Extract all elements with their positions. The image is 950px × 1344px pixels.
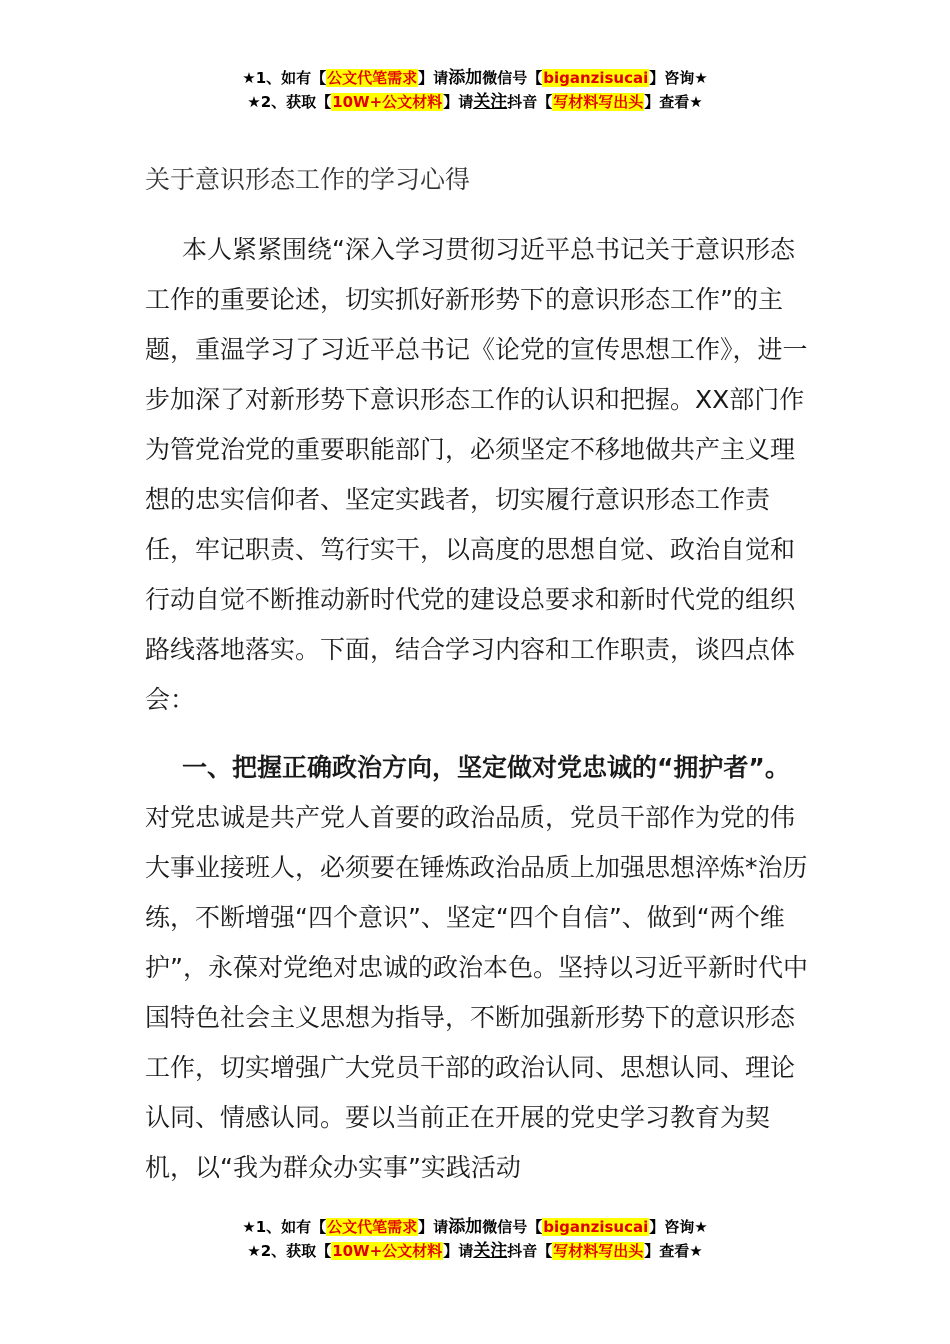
banner-line-1 [0,1215,950,1239]
banner-text: 微信号【 [482,69,543,87]
banner-highlight: 10W+公文材料 [332,1242,443,1260]
page-title: 关于意识形态工作的学习心得 [145,165,471,194]
banner-text: 】咨询★ [649,1218,708,1236]
banner-line-2 [0,90,950,114]
banner-text: ★1、如有【 [242,1218,327,1236]
banner-text: 微信号【 [482,1218,543,1236]
banner-text: 】请 [418,69,449,87]
banner-text: 】咨询★ [649,69,708,87]
banner-text: 抖音【 [507,1242,553,1260]
banner-highlight: 公文代笔需求 [327,1218,418,1236]
section-1-body: 对党忠诚是共产党人首要的政治品质，党员干部作为党的伟大事业接班人，必须要在锤炼政治品质上加强思想淬炼*治历练，不断增强“四个意识”、坚定“四个自信”、做到“两个维护”，永葆对党绝对忠诚的政治本色。坚持以习近平新时代中国特色社会主义思想为指导，不断加强新形势下的意识形态工作，切实增强广大党员干部的政治认同、思想认同、理论认同、情感认同。要以当前正在开展的党史学习教育为契机，以“我为群众办实事”实践活动 [145,803,808,1182]
banner-text: ★2、获取【 [247,1242,332,1260]
banner-text: ★2、获取【 [247,93,332,111]
banner-highlight: biganzisucai [543,1218,649,1236]
banner-emphasis: 添加 [448,68,483,88]
section-1-paragraph [145,743,810,1193]
banner-highlight: 写材料写出头 [553,1242,644,1260]
section-1-heading: 一、把握正确政治方向，坚定做对党忠诚的“拥护者”。 [182,753,790,782]
banner-text: 】查看★ [644,1242,703,1260]
banner-highlight: 写材料写出头 [553,93,644,111]
banner-text: 】请 [443,1242,474,1260]
document-body [145,160,810,1193]
header-banner [0,66,950,114]
banner-emphasis: 关注 [473,92,508,112]
banner-text: 】查看★ [644,93,703,111]
footer-banner [0,1215,950,1263]
banner-highlight: biganzisucai [543,69,649,87]
banner-highlight: 10W+公文材料 [332,93,443,111]
banner-text: 抖音【 [507,93,553,111]
banner-emphasis: 关注 [473,1241,508,1261]
banner-emphasis: 添加 [448,1217,483,1237]
banner-line-2 [0,1239,950,1263]
intro-paragraph: 本人紧紧围绕“深入学习贯彻习近平总书记关于意识形态工作的重要论述，切实抓好新形势下的意识形态工作”的主题，重温学习了习近平总书记《论党的宣传思想工作》，进一步加深了对新形势下意识形态工作的认识和把握。XX部门作为管党治党的重要职能部门，必须坚定不移地做共产主义理想的忠实信仰者、坚定实践者，切实履行意识形态工作责任，牢记职责、笃行实干，以高度的思想自觉、政治自觉和行动自觉不断推动新时代党的建设总要求和新时代党的组织路线落地落实。下面，结合学习内容和工作职责，谈四点体会： [145,235,808,714]
banner-text: ★1、如有【 [242,69,327,87]
banner-text: 】请 [418,1218,449,1236]
banner-text: 】请 [443,93,474,111]
banner-highlight: 公文代笔需求 [327,69,418,87]
banner-line-1 [0,66,950,90]
